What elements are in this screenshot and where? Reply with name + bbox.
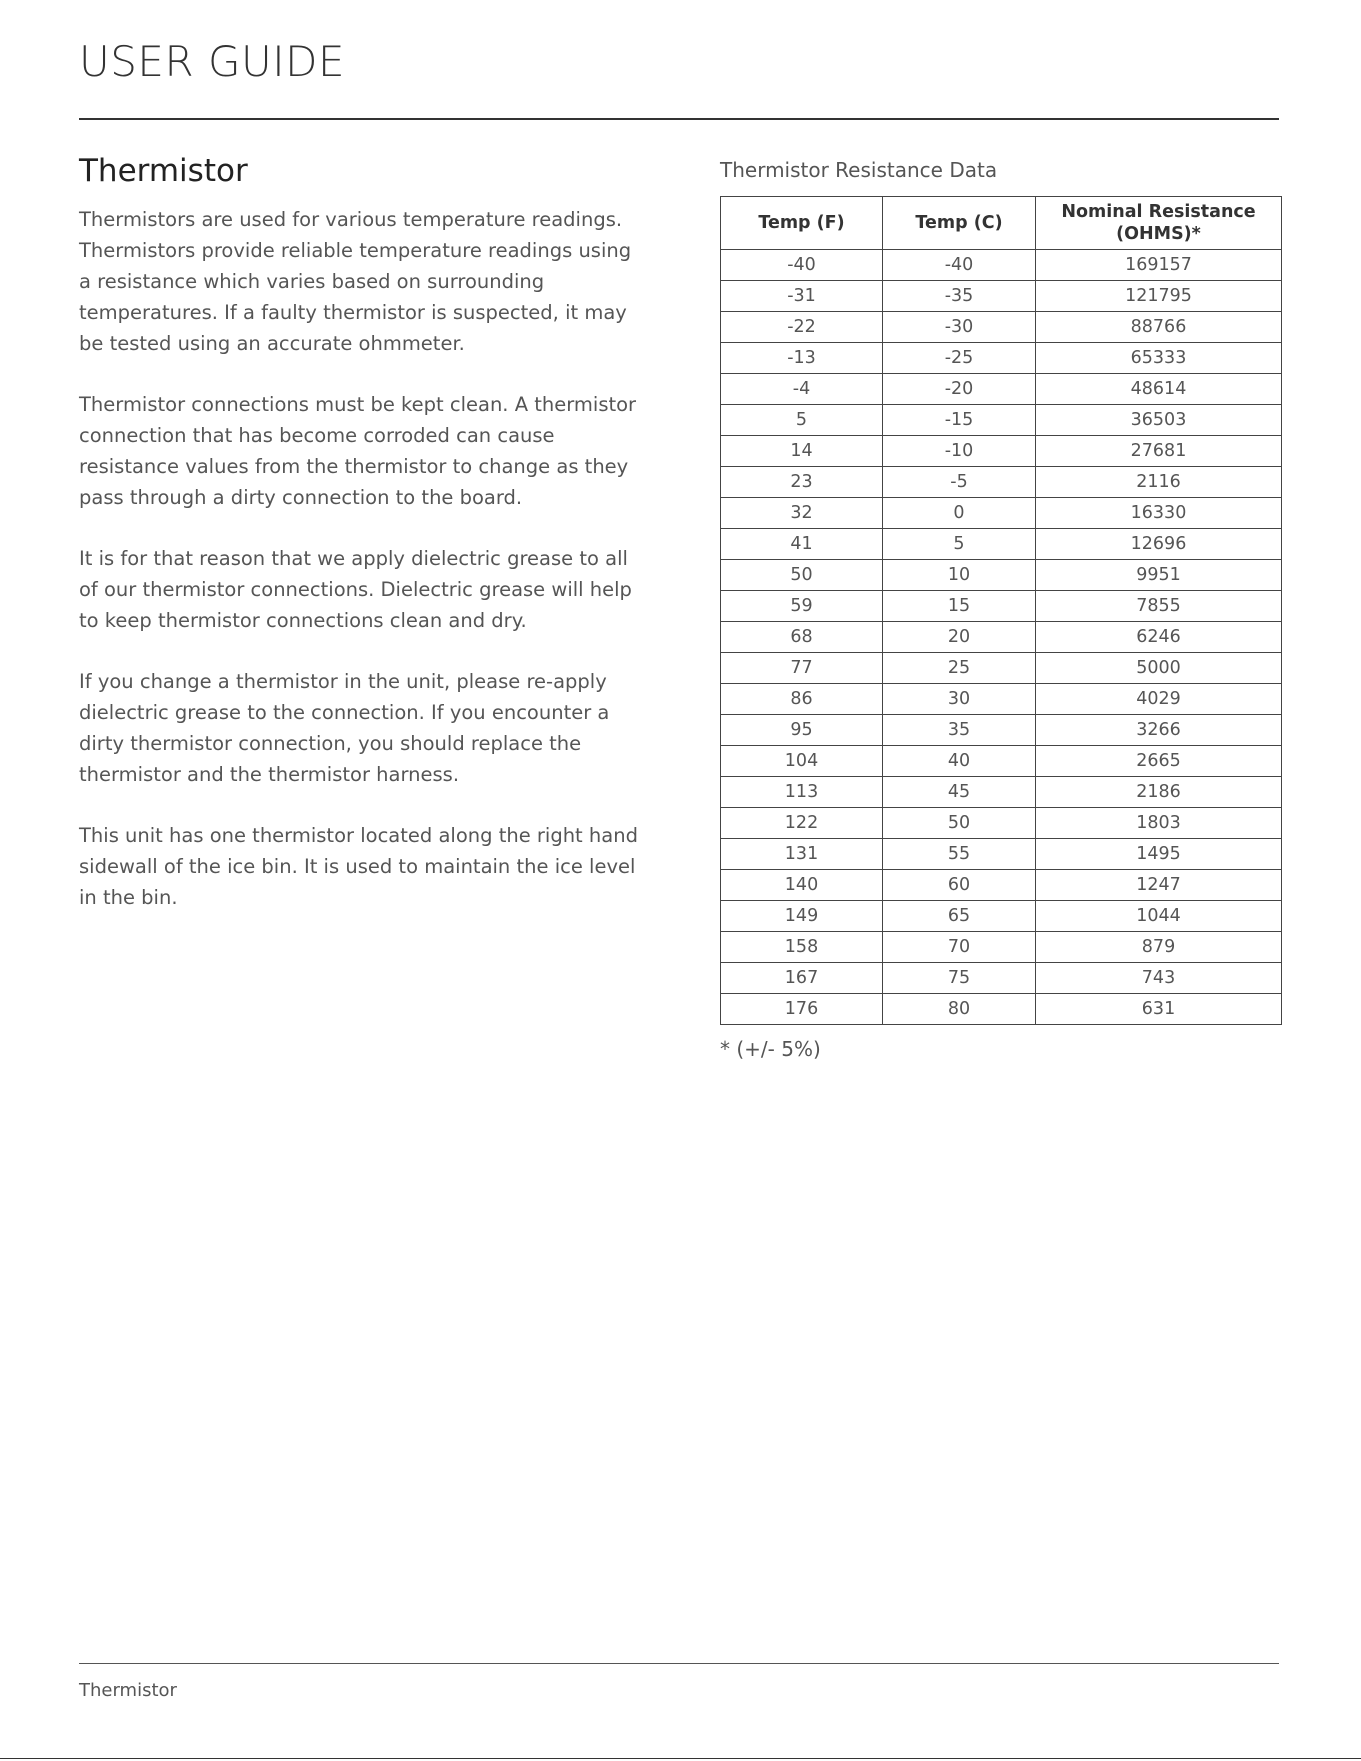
page-header xyxy=(79,30,1279,94)
cell-temp-f: -40 xyxy=(721,250,883,281)
cell-temp-f: 167 xyxy=(721,963,883,994)
cell-resistance: 1247 xyxy=(1036,870,1282,901)
table-row xyxy=(721,932,1282,963)
table-row xyxy=(721,405,1282,436)
cell-temp-c: -10 xyxy=(883,436,1036,467)
cell-temp-c: 55 xyxy=(883,839,1036,870)
cell-resistance: 5000 xyxy=(1036,653,1282,684)
cell-temp-f: 5 xyxy=(721,405,883,436)
cell-temp-c: 65 xyxy=(883,901,1036,932)
cell-resistance: 88766 xyxy=(1036,312,1282,343)
cell-temp-f: 59 xyxy=(721,591,883,622)
cell-temp-c: 75 xyxy=(883,963,1036,994)
cell-temp-c: -40 xyxy=(883,250,1036,281)
cell-temp-c: -5 xyxy=(883,467,1036,498)
cell-temp-c: 50 xyxy=(883,808,1036,839)
paragraph: Thermistors are used for various temperature readings. Thermistors provide reliable temperature readings using a resistance which varies based on surrounding temperatures. If a faulty thermistor is suspected, it may be tested using an accurate ohmmeter. xyxy=(79,208,632,355)
cell-resistance: 2665 xyxy=(1036,746,1282,777)
cell-temp-f: 149 xyxy=(721,901,883,932)
section-title: Thermistor xyxy=(79,153,248,189)
cell-temp-f: 104 xyxy=(721,746,883,777)
cell-temp-c: 70 xyxy=(883,932,1036,963)
table-row xyxy=(721,436,1282,467)
resistance-table xyxy=(720,196,1282,1025)
cell-resistance: 4029 xyxy=(1036,684,1282,715)
cell-temp-c: 0 xyxy=(883,498,1036,529)
column-header-temp-f: Temp (F) xyxy=(721,197,883,250)
cell-temp-f: -22 xyxy=(721,312,883,343)
cell-resistance: 743 xyxy=(1036,963,1282,994)
cell-resistance: 2186 xyxy=(1036,777,1282,808)
table-row xyxy=(721,746,1282,777)
table-row xyxy=(721,529,1282,560)
table-row xyxy=(721,839,1282,870)
table-row xyxy=(721,250,1282,281)
cell-temp-c: 15 xyxy=(883,591,1036,622)
section-body xyxy=(79,148,649,943)
cell-resistance: 27681 xyxy=(1036,436,1282,467)
cell-resistance: 9951 xyxy=(1036,560,1282,591)
table-row xyxy=(721,591,1282,622)
cell-temp-c: 35 xyxy=(883,715,1036,746)
cell-temp-c: 25 xyxy=(883,653,1036,684)
table-row xyxy=(721,281,1282,312)
table-caption: Thermistor Resistance Data xyxy=(720,158,998,182)
table-row xyxy=(721,467,1282,498)
table-row xyxy=(721,560,1282,591)
cell-temp-c: 80 xyxy=(883,994,1036,1025)
table-row xyxy=(721,498,1282,529)
cell-resistance: 631 xyxy=(1036,994,1282,1025)
cell-temp-c: -25 xyxy=(883,343,1036,374)
column-header-resistance: Nominal Resistance (OHMS)* xyxy=(1036,197,1282,250)
header-divider xyxy=(79,118,1279,120)
table-header-row xyxy=(721,197,1282,250)
cell-resistance: 6246 xyxy=(1036,622,1282,653)
cell-resistance: 12696 xyxy=(1036,529,1282,560)
table-row xyxy=(721,808,1282,839)
cell-temp-c: -20 xyxy=(883,374,1036,405)
table-row xyxy=(721,963,1282,994)
cell-resistance: 121795 xyxy=(1036,281,1282,312)
cell-temp-c: -30 xyxy=(883,312,1036,343)
table-row xyxy=(721,684,1282,715)
paragraph: If you change a thermistor in the unit, please re-apply dielectric grease to the connection. If you encounter a dirty thermistor connection, you should replace the thermistor and the thermistor harness. xyxy=(79,670,610,786)
page-edge-line xyxy=(0,1758,1361,1759)
table-row xyxy=(721,994,1282,1025)
table-row xyxy=(721,715,1282,746)
cell-temp-f: 131 xyxy=(721,839,883,870)
table-row xyxy=(721,653,1282,684)
table-row xyxy=(721,312,1282,343)
cell-resistance: 879 xyxy=(1036,932,1282,963)
cell-resistance: 48614 xyxy=(1036,374,1282,405)
cell-temp-c: 5 xyxy=(883,529,1036,560)
cell-temp-c: -35 xyxy=(883,281,1036,312)
cell-temp-f: 86 xyxy=(721,684,883,715)
cell-temp-f: -4 xyxy=(721,374,883,405)
cell-temp-f: 95 xyxy=(721,715,883,746)
table-row xyxy=(721,343,1282,374)
paragraph: This unit has one thermistor located along the right hand sidewall of the ice bin. It is used to maintain the ice level in the bin. xyxy=(79,824,638,909)
cell-temp-f: -31 xyxy=(721,281,883,312)
cell-temp-f: 32 xyxy=(721,498,883,529)
cell-resistance: 169157 xyxy=(1036,250,1282,281)
cell-resistance: 7855 xyxy=(1036,591,1282,622)
footer-divider xyxy=(79,1663,1279,1664)
cell-temp-f: 68 xyxy=(721,622,883,653)
table-row xyxy=(721,374,1282,405)
cell-temp-c: 10 xyxy=(883,560,1036,591)
cell-temp-c: 30 xyxy=(883,684,1036,715)
cell-resistance: 36503 xyxy=(1036,405,1282,436)
cell-temp-f: 50 xyxy=(721,560,883,591)
cell-temp-f: 176 xyxy=(721,994,883,1025)
cell-temp-c: -15 xyxy=(883,405,1036,436)
cell-resistance: 65333 xyxy=(1036,343,1282,374)
cell-temp-f: 122 xyxy=(721,808,883,839)
cell-temp-f: 158 xyxy=(721,932,883,963)
cell-resistance: 1044 xyxy=(1036,901,1282,932)
cell-temp-f: 41 xyxy=(721,529,883,560)
document-title: USER GUIDE xyxy=(79,37,346,86)
cell-resistance: 16330 xyxy=(1036,498,1282,529)
cell-temp-c: 60 xyxy=(883,870,1036,901)
cell-resistance: 1803 xyxy=(1036,808,1282,839)
cell-temp-c: 40 xyxy=(883,746,1036,777)
table-row xyxy=(721,622,1282,653)
table-row xyxy=(721,777,1282,808)
paragraph: It is for that reason that we apply dielectric grease to all of our thermistor connections. Dielectric grease will help to keep thermistor connections clean and dry. xyxy=(79,547,632,632)
column-header-temp-c: Temp (C) xyxy=(883,197,1036,250)
cell-temp-f: 113 xyxy=(721,777,883,808)
table-row xyxy=(721,870,1282,901)
cell-temp-f: 77 xyxy=(721,653,883,684)
paragraph: Thermistor connections must be kept clean. A thermistor connection that has become corroded can cause resistance values from the thermistor to change as they pass through a dirty connection to the board. xyxy=(79,393,637,509)
cell-resistance: 2116 xyxy=(1036,467,1282,498)
cell-resistance: 1495 xyxy=(1036,839,1282,870)
cell-resistance: 3266 xyxy=(1036,715,1282,746)
table-row xyxy=(721,901,1282,932)
cell-temp-c: 20 xyxy=(883,622,1036,653)
cell-temp-f: 23 xyxy=(721,467,883,498)
resistance-table-panel xyxy=(720,156,1281,1063)
footer-label: Thermistor xyxy=(79,1680,177,1701)
cell-temp-f: 140 xyxy=(721,870,883,901)
table-body xyxy=(721,250,1282,1025)
cell-temp-f: -13 xyxy=(721,343,883,374)
cell-temp-f: 14 xyxy=(721,436,883,467)
cell-temp-c: 45 xyxy=(883,777,1036,808)
table-footnote: * (+/- 5%) xyxy=(720,1037,821,1061)
